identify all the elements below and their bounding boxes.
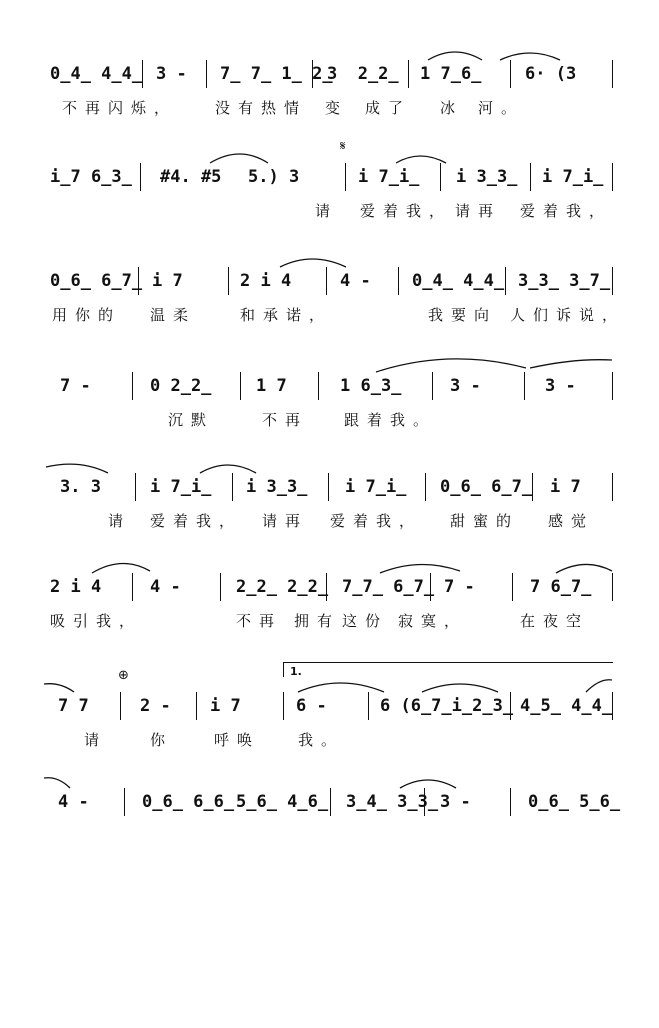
measure: 4 -	[150, 577, 181, 597]
measure: 7 6̲7̲	[530, 577, 592, 597]
measure: 6 (6̲7̲i̲2̲3̲	[380, 696, 514, 716]
measure: i 3̲3̲	[246, 477, 308, 497]
lyrics-line	[0, 199, 659, 223]
lyric: 河。	[478, 99, 525, 117]
measure: 4̲5̲ 4̲4̲	[520, 696, 613, 716]
measure: 0̲4̲ 4̲4̲	[412, 271, 505, 291]
lyric: 甜蜜的	[450, 512, 520, 530]
lyric: 你	[150, 731, 174, 749]
measure: 3 -	[440, 792, 471, 812]
measure: i̲7 6̲3̲	[50, 167, 132, 187]
measure: 3. 3	[60, 477, 101, 497]
lyric: 吸引我，	[50, 612, 143, 630]
slur-marks	[0, 788, 659, 828]
measure: i 7	[550, 477, 581, 497]
measure: 0̲6̲ 6̲6̲	[142, 792, 235, 812]
lyric: 爱着我，	[520, 202, 613, 220]
measure: i 7	[210, 696, 241, 716]
measure: i 7̲i̲	[150, 477, 212, 497]
measure: 7 7	[58, 696, 89, 716]
measure: 7̲7̲ 6̲7̲	[342, 577, 435, 597]
measure: 3 -	[156, 64, 187, 84]
lyric: 这份	[342, 612, 389, 630]
measure: #4. #5	[160, 167, 222, 187]
slur-marks	[0, 60, 659, 100]
measure: 7 -	[444, 577, 475, 597]
measure: i 7	[152, 271, 183, 291]
measure: 4 -	[340, 271, 371, 291]
lyric: 请再	[455, 202, 502, 220]
lyric: 不再闪烁，	[62, 99, 178, 117]
lyric: 请	[315, 202, 339, 220]
lyric: 人们诉说，	[510, 306, 626, 324]
lyric: 变	[325, 99, 349, 117]
first-ending-bracket	[283, 662, 613, 677]
first-ending-label: 1.	[290, 665, 302, 678]
lyric: 感觉	[548, 512, 595, 530]
lyric: 在夜空	[520, 612, 590, 630]
measure: 3 -	[545, 376, 576, 396]
measure: i 7̲i̲	[358, 167, 420, 187]
measure: 7 -	[60, 376, 91, 396]
segno-sign: 𝄋	[340, 139, 346, 154]
lyric: 爱着我，	[360, 202, 453, 220]
measure: 5.) 3	[248, 167, 300, 187]
lyric: 用你的	[52, 306, 122, 324]
slur-marks	[0, 692, 659, 732]
measure: 2 i 4	[240, 271, 292, 291]
lyrics-line	[0, 509, 659, 533]
lyric: 不再	[262, 411, 309, 429]
measure: 1 7̲6̲	[420, 64, 482, 84]
lyrics-line	[0, 609, 659, 633]
lyrics-line	[0, 303, 659, 327]
measure: 2 -	[140, 696, 171, 716]
measure: 5̲6̲ 4̲6̲	[236, 792, 329, 812]
lyric: 呼唤	[214, 731, 261, 749]
lyric: 冰	[440, 99, 464, 117]
lyric: 爱着我，	[150, 512, 243, 530]
slur-marks	[0, 372, 659, 412]
lyric: 成了	[365, 99, 412, 117]
measure: i 7̲i̲	[345, 477, 407, 497]
measure: 3̲3̲ 3̲7̲	[518, 271, 611, 291]
measure: 0̲6̲ 5̲6̲	[528, 792, 621, 812]
lyric: 我要向	[428, 306, 498, 324]
measure: 0 2̲2̲	[150, 376, 212, 396]
measure: i 7̲i̲	[542, 167, 604, 187]
coda-sign: ⊕	[118, 668, 129, 683]
measure: 3̲4̲ 3̲3̲	[346, 792, 439, 812]
measure: 0̲6̲ 6̲7̲	[50, 271, 143, 291]
measure: 2 i 4	[50, 577, 102, 597]
lyric: 拥有	[294, 612, 341, 630]
lyric: 沉默	[168, 411, 215, 429]
measure: i 3̲3̲	[456, 167, 518, 187]
lyric: 跟着我。	[344, 411, 437, 429]
slur-marks	[0, 473, 659, 513]
slur-marks	[0, 573, 659, 613]
measure: 0̲6̲ 6̲7̲	[440, 477, 533, 497]
lyric: 温柔	[150, 306, 197, 324]
measure: 3 2̲2̲	[327, 64, 399, 84]
lyric: 请再	[262, 512, 309, 530]
lyric: 请	[84, 731, 108, 749]
lyric: 爱着我，	[330, 512, 423, 530]
measure: 3 -	[450, 376, 481, 396]
lyric: 不再	[236, 612, 283, 630]
lyric: 请	[108, 512, 132, 530]
lyric: 寂寞，	[398, 612, 468, 630]
measure: 7̲ 7̲ 1̲ 2̲	[220, 64, 333, 84]
measure: 4 -	[58, 792, 89, 812]
measure: 6· (3	[525, 64, 577, 84]
lyrics-line	[0, 408, 659, 432]
lyric: 和承诺，	[240, 306, 333, 324]
lyric: 没有热情	[215, 99, 308, 117]
lyric: 我。	[298, 731, 345, 749]
measure: 1 7	[256, 376, 287, 396]
lyrics-line	[0, 728, 659, 752]
slur-marks	[0, 163, 659, 203]
measure: 1 6̲3̲	[340, 376, 402, 396]
lyrics-line	[0, 96, 659, 120]
measure: 0̲4̲ 4̲4̲	[50, 64, 143, 84]
slur-marks	[0, 267, 659, 307]
measure: 2̲2̲ 2̲2̲	[236, 577, 329, 597]
measure: 6 -	[296, 696, 327, 716]
